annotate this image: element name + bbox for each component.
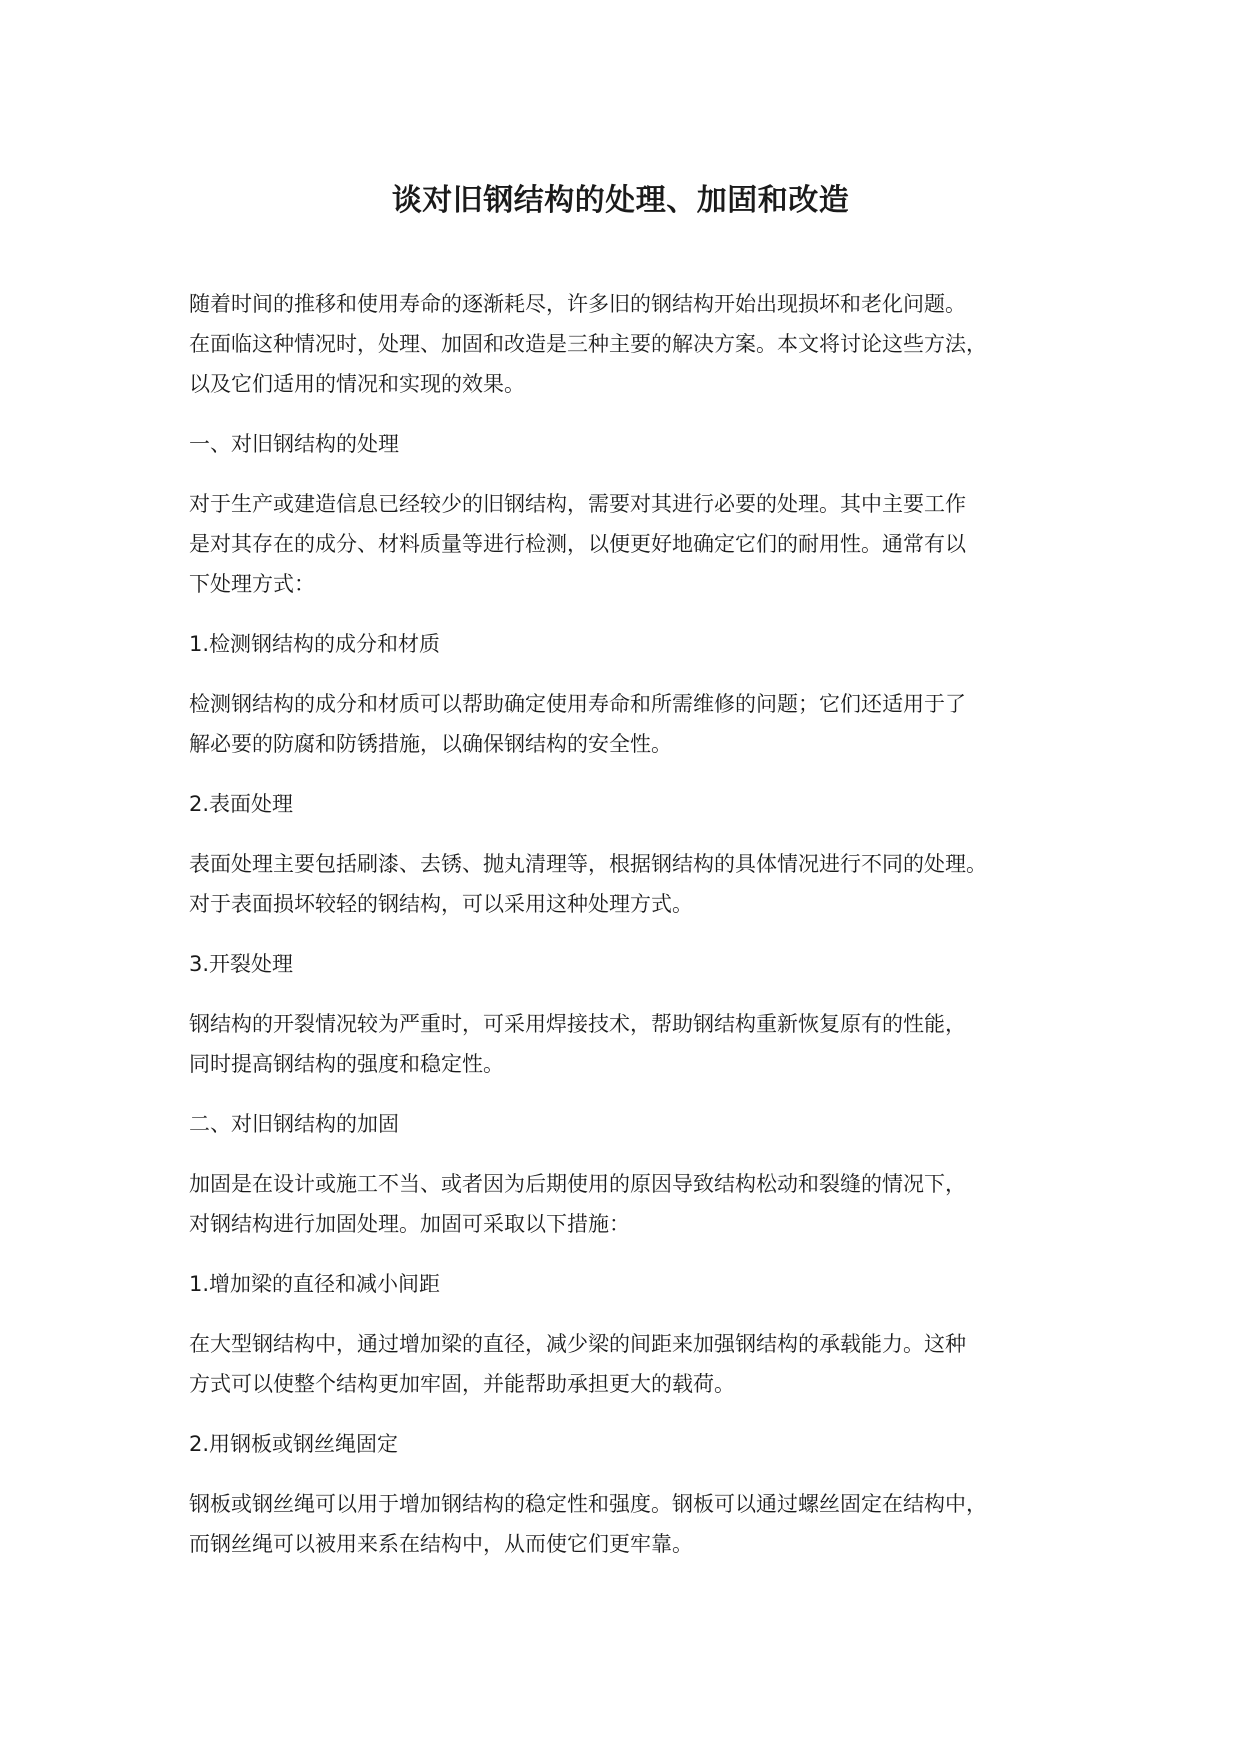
body-paragraph	[189, 684, 1089, 764]
text-line: 2.表面处理	[189, 792, 294, 816]
body-paragraph	[189, 284, 1089, 404]
text-line: 以及它们适用的情况和实现的效果。	[189, 372, 525, 396]
text-line: 二、对旧钢结构的加固	[189, 1112, 399, 1136]
text-line: 加固是在设计或施工不当、或者因为后期使用的原因导致结构松动和裂缝的情况下，	[189, 1172, 966, 1196]
body-paragraph	[189, 1324, 1089, 1404]
text-line: 随着时间的推移和使用寿命的逐渐耗尽，许多旧的钢结构开始出现损坏和老化问题。	[189, 292, 966, 316]
text-line: 2.用钢板或钢丝绳固定	[189, 1432, 399, 1456]
section-heading	[189, 1424, 1089, 1464]
document-title: 谈对旧钢结构的处理、加固和改造	[391, 183, 850, 218]
text-line: 是对其存在的成分、材料质量等进行检测，以便更好地确定它们的耐用性。通常有以	[189, 532, 966, 556]
text-line: 一、对旧钢结构的处理	[189, 432, 399, 456]
text-line: 3.开裂处理	[189, 952, 294, 976]
body-paragraph	[189, 1164, 1089, 1244]
section-heading	[189, 424, 1089, 464]
document-body	[189, 284, 1089, 1584]
text-line: 钢板或钢丝绳可以用于增加钢结构的稳定性和强度。钢板可以通过螺丝固定在结构中，	[189, 1492, 987, 1516]
text-line: 检测钢结构的成分和材质可以帮助确定使用寿命和所需维修的问题；它们还适用于了	[189, 692, 966, 716]
text-line: 在大型钢结构中，通过增加梁的直径，减少梁的间距来加强钢结构的承载能力。这种	[189, 1332, 966, 1356]
section-heading	[189, 1264, 1089, 1304]
body-paragraph	[189, 1004, 1089, 1084]
text-line: 方式可以使整个结构更加牢固，并能帮助承担更大的载荷。	[189, 1372, 735, 1396]
text-line: 在面临这种情况时，处理、加固和改造是三种主要的解决方案。本文将讨论这些方法，	[189, 332, 987, 356]
text-line: 表面处理主要包括刷漆、去锈、抛丸清理等，根据钢结构的具体情况进行不同的处理。	[189, 852, 987, 876]
body-paragraph	[189, 1484, 1089, 1564]
section-heading	[189, 944, 1089, 984]
section-heading	[189, 624, 1089, 664]
text-line: 对于生产或建造信息已经较少的旧钢结构，需要对其进行必要的处理。其中主要工作	[189, 492, 966, 516]
text-line: 对钢结构进行加固处理。加固可采取以下措施：	[189, 1212, 630, 1236]
section-heading	[189, 1104, 1089, 1144]
text-line: 1.增加梁的直径和减小间距	[189, 1272, 441, 1296]
text-line: 钢结构的开裂情况较为严重时，可采用焊接技术，帮助钢结构重新恢复原有的性能，	[189, 1012, 966, 1036]
text-line: 解必要的防腐和防锈措施，以确保钢结构的安全性。	[189, 732, 672, 756]
text-line: 同时提高钢结构的强度和稳定性。	[189, 1052, 504, 1076]
text-line: 1.检测钢结构的成分和材质	[189, 632, 441, 656]
section-heading	[189, 784, 1089, 824]
body-paragraph	[189, 844, 1089, 924]
text-line: 对于表面损坏较轻的钢结构，可以采用这种处理方式。	[189, 892, 693, 916]
body-paragraph	[189, 484, 1089, 604]
text-line: 下处理方式：	[189, 572, 315, 596]
text-line: 而钢丝绳可以被用来系在结构中，从而使它们更牢靠。	[189, 1532, 693, 1556]
